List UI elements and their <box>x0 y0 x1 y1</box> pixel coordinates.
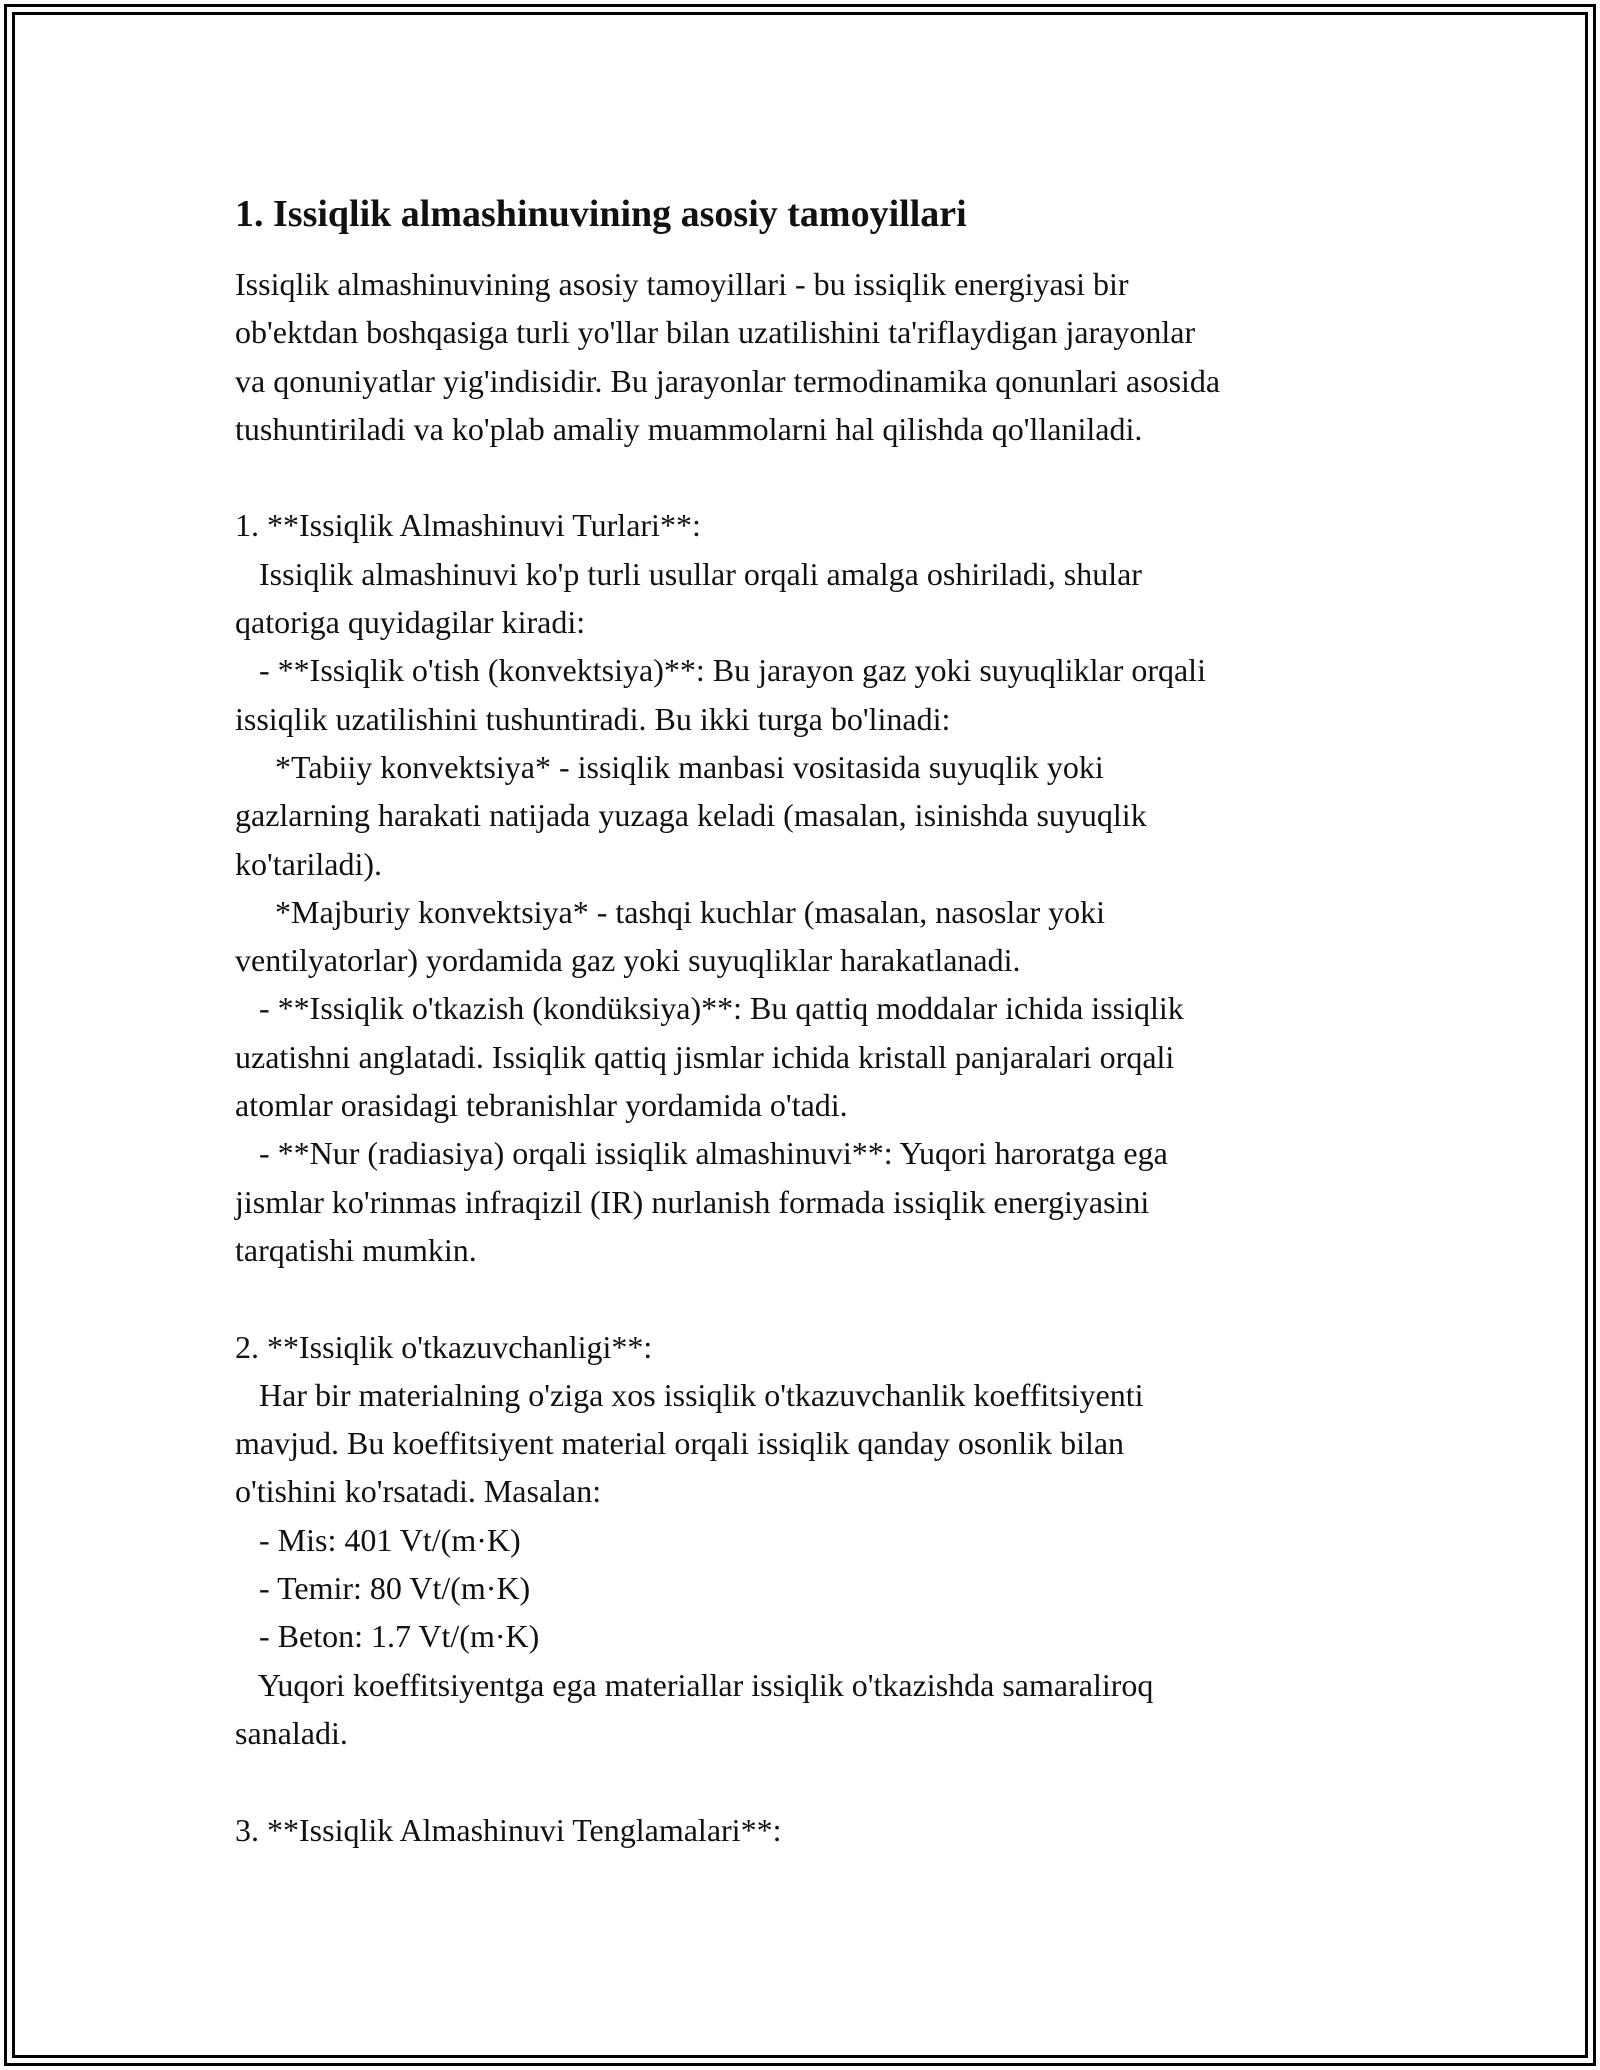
body-text-line: qatoriga quyidagilar kiradi: <box>235 604 586 641</box>
blank-line <box>235 453 1375 501</box>
body-text-line: uzatishni anglatadi. Issiqlik qattiq jismlar ichida kristall panjaralari orqali <box>235 1038 1175 1075</box>
section-heading: 1. Issiqlik almashinuvining asosiy tamoyillari <box>235 193 967 235</box>
body-text-line: - **Issiqlik o'tkazish (kondüksiya)**: Bu qattiq moddalar ichida issiqlik <box>235 990 1184 1027</box>
body-text-line: Yuqori koeffitsiyentga ega materiallar issiqlik o'tkazishda samaraliroq <box>235 1666 1154 1703</box>
body-text-line: Issiqlik almashinuvi ko'p turli usullar orqali amalga oshiriladi, shular <box>235 555 1142 592</box>
body-text-line: 3. **Issiqlik Almashinuvi Tenglamalari**: <box>235 1811 782 1848</box>
body-text-line: sanaladi. <box>235 1714 348 1751</box>
body-text-line: - **Issiqlik o'tish (konvektsiya)**: Bu jarayon gaz yoki suyuqliklar orqali <box>235 652 1206 689</box>
blank-line <box>235 1757 1375 1805</box>
document-page <box>235 190 1375 1854</box>
body-text-line: - **Nur (radiasiya) orqali issiqlik almashinuvi**: Yuqori haroratga ega <box>235 1135 1168 1172</box>
body-text-line: va qonuniyatlar yig'indisidir. Bu jarayonlar termodinamika qonunlari asosida <box>235 362 1221 399</box>
body-text-line: Har bir materialning o'ziga xos issiqlik o'tkazuvchanlik koeffitsiyenti <box>235 1376 1144 1413</box>
body-text-line: - Beton: 1.7 Vt/(m·K) <box>235 1618 540 1655</box>
document-body <box>235 260 1375 1854</box>
body-text-line: mavjud. Bu koeffitsiyent material orqali issiqlik qanday osonlik bilan <box>235 1425 1125 1462</box>
body-text-line: 2. **Issiqlik o'tkazuvchanligi**: <box>235 1328 653 1365</box>
body-text-line: - Mis: 401 Vt/(m·K) <box>235 1521 521 1558</box>
body-text-line: ob'ektdan boshqasiga turli yo'llar bilan uzatilishini ta'riflaydigan jarayonlar <box>235 314 1196 351</box>
body-text-line: gazlarning harakati natijada yuzaga keladi (masalan, isinishda suyuqlik <box>235 797 1147 834</box>
body-text-line: *Tabiiy konvektsiya* - issiqlik manbasi vositasida suyuqlik yoki <box>235 748 1104 785</box>
body-text-line: tushuntiriladi va ko'plab amaliy muammolarni hal qilishda qo'llaniladi. <box>235 410 1143 447</box>
body-text-line: o'tishini ko'rsatadi. Masalan: <box>235 1473 602 1510</box>
body-text-line: ko'tariladi). <box>235 845 383 882</box>
body-text-line: issiqlik uzatilishini tushuntiradi. Bu ikki turga bo'linadi: <box>235 700 951 737</box>
body-text-line: tarqatishi mumkin. <box>235 1231 477 1268</box>
body-text-line: jismlar ko'rinmas infraqizil (IR) nurlanish formada issiqlik energiyasini <box>235 1183 1150 1220</box>
body-text-line: ventilyatorlar) yordamida gaz yoki suyuqliklar harakatlanadi. <box>235 942 1021 979</box>
body-text-line: *Majburiy konvektsiya* - tashqi kuchlar (masalan, nasoslar yoki <box>235 893 1106 930</box>
body-text-line: - Temir: 80 Vt/(m·K) <box>235 1570 531 1607</box>
blank-line <box>235 1274 1375 1322</box>
body-text-line: 1. **Issiqlik Almashinuvi Turlari**: <box>235 507 701 544</box>
body-text-line: atomlar orasidagi tebranishlar yordamida o'tadi. <box>235 1087 848 1124</box>
body-text-line: Issiqlik almashinuvining asosiy tamoyillari - bu issiqlik energiyasi bir <box>235 266 1129 302</box>
